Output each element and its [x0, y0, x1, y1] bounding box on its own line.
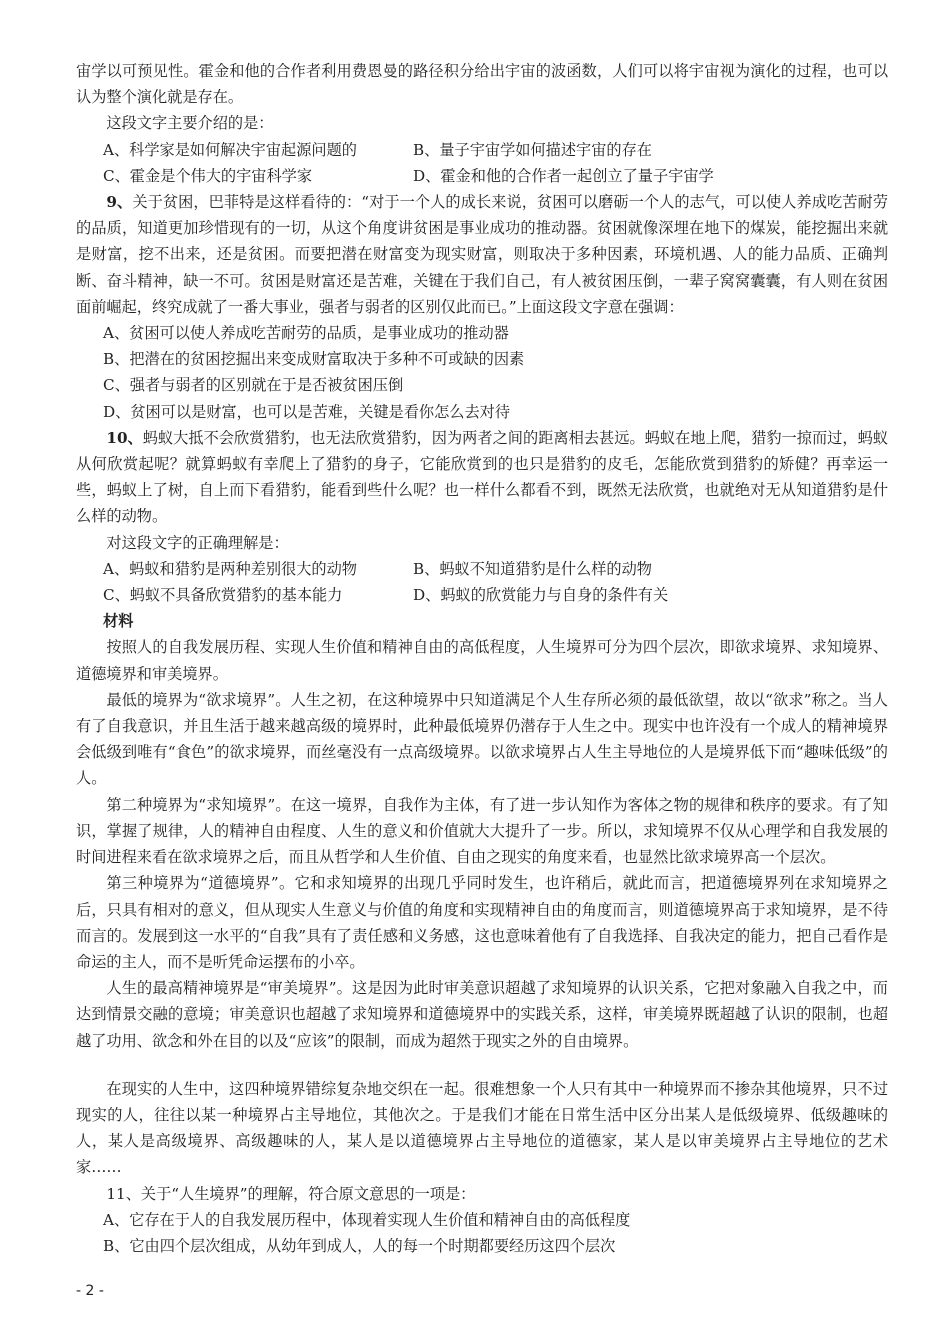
q10-text — [76, 425, 888, 530]
q11-option-b: B、它由四个层次组成，从幼年到成人，人的每一个时期都要经历这四个层次 — [103, 1236, 616, 1255]
q10-stem: 对这段文字的正确理解是： — [106, 533, 289, 552]
q9-option-c: C、强者与弱者的区别就在于是否被贫困压倒 — [103, 376, 404, 395]
option-a: A、科学家是如何解决宇宙起源问题的 — [103, 140, 357, 159]
q10-options-row-1 — [76, 556, 888, 582]
q10-body: 蚂蚁大抵不会欣赏猎豹，也无法欣赏猎豹，因为两者之间的距离相去甚远。蚂蚁在地上爬，猎豹一掠而过，蚂蚁从何欣赏起呢？就算蚂蚁有幸爬上了猎豹的身子，它能欣赏到的也只是猎豹的皮毛，怎能欣赏到猎豹的矫健？再幸运一些，蚂蚁上了树，自上而下看猎豹，能看到些什么呢？也一样什么都看不到，既然无法欣赏，也就绝对无从知道猎豹是什么样的动物。 — [76, 428, 889, 526]
material-paragraph-3: 第二种境界为“求知境界”。在这一境界，自我作为主体，有了进一步认知作为客体之物的规律和秩序的要求。有了知识，掌握了规律，人的精神自由程度、人生的意义和价值就大大提升了一步。所以，求知境界不仅从心理学和自我发展的时间进程来看在欲求境界之后，而且从哲学和人生价值、自由之现实的角度来看，也显然比欲求境界高一个层次。 — [76, 795, 888, 867]
material-heading: 材料 — [103, 612, 134, 631]
q11-option-a: A、它存在于人的自我发展历程中，体现着实现人生价值和精神自由的高低程度 — [103, 1210, 631, 1229]
q9-option-b: B、把潜在的贫困挖掘出来变成财富取决于多种不可或缺的因素 — [103, 350, 525, 369]
q9-option-d: D、贫困可以是财富，也可以是苦难，关键是看你怎么去对待 — [103, 402, 511, 421]
q8-options-row-2 — [76, 163, 888, 189]
option-a: A、蚂蚁和猎豹是两种差别很大的动物 — [103, 559, 357, 578]
option-b: B、量子宇宙学如何描述宇宙的存在 — [413, 140, 652, 159]
option-d: D、霍金和他的合作者一起创立了量子宇宙学 — [413, 166, 714, 185]
paragraph: 宙学以可预见性。霍金和他的合作者利用费恩曼的路径积分给出宇宙的波函数，人们可以将宇宙视为演化的过程，也可以认为整个演化就是存在。 — [76, 62, 888, 107]
material-paragraph-1: 按照人的自我发展历程、实现人生价值和精神自由的高低程度，人生境界可分为四个层次，即欲求境界、求知境界、道德境界和审美境界。 — [76, 638, 888, 683]
option-c: C、霍金是个伟大的宇宙科学家 — [103, 166, 313, 185]
q9-body: 关于贫困，巴菲特是这样看待的：“对于一个人的成长来说，贫困可以磨砺一个人的志气，可以使人养成吃苦耐劳的品质，知道更加珍惜现有的一切，从这个角度讲贫困是事业成功的推动器。贫困就像深埋在地下的煤炭，能挖掘出来就是财富，挖不出来，还是贫困。而要把潜在财富变为现实财富，则取决于多种因素，环境机遇、人的能力品质、正确判断、奋斗精神，缺一不可。贫困是财富还是苦难，关键在于我们自己，有人被贫困压倒，一辈子窝窝囊囊，有人则在贫困面前崛起，终究成就了一番大事业，强者与弱者的区别仅此而已。”上面这段文字意在强调： — [76, 193, 889, 316]
q9-number: 9、 — [106, 193, 133, 212]
page-number: - 2 - — [76, 1283, 104, 1299]
material-paragraph-4: 第三种境界为“道德境界”。它和求知境界的出现几乎同时发生，也许稍后，就此而言，把道德境界列在求知境界之后，只具有相对的意义，但从现实人生意义与价值的角度和实现精神自由的角度而言，则道德境界高于求知境界，是不待而言的。发展到这一水平的“自我”具有了责任感和义务感，这也意味着他有了自我选择、自我决定的能力，把自己看作是命运的主人，而不是听凭命运摆布的小卒。 — [76, 874, 888, 971]
material-paragraph-5: 人生的最高精神境界是“审美境界”。这是因为此时审美意识超越了求知境界的认识关系，它把对象融入自我之中，而达到情景交融的意境；审美意识也超越了求知境界和道德境界中的实践关系，这样，审美境界既超越了认识的限制，也超越了功用、欲念和外在目的以及“应该”的限制，而成为超然于现实之外的自由境界。 — [76, 979, 888, 1050]
q9-text — [76, 189, 888, 320]
option-c: C、蚂蚁不具备欣赏猎豹的基本能力 — [103, 586, 343, 605]
spacer — [76, 1054, 888, 1076]
q8-options-row-1 — [76, 137, 888, 163]
material-paragraph-2: 最低的境界为“欲求境界”。人生之初，在这种境界中只知道满足个人生存所必须的最低欲望，故以“欲求”称之。当人有了自我意识，并且生活于越来越高级的境界时，此种最低境界仍潜存于人生之中。现实中也许没有一个成人的精神境界会低级到唯有“食色”的欲求境界，而丝毫没有一点高级境界。以欲求境界占人生主导地位的人是境界低下而“趣味低级”的人。 — [76, 690, 888, 788]
q9-option-a: A、贫困可以使人养成吃苦耐劳的品质，是事业成功的推动器 — [103, 324, 509, 343]
option-b: B、蚂蚁不知道猎豹是什么样的动物 — [413, 559, 652, 578]
q8-stem: 这段文字主要介绍的是： — [106, 114, 274, 133]
q11-stem: 11、关于“人生境界”的理解，符合原文意思的一项是： — [106, 1184, 476, 1203]
document-content — [76, 58, 888, 1259]
option-d: D、蚂蚁的欣赏能力与自身的条件有关 — [413, 586, 669, 605]
q10-number: 10、 — [106, 428, 143, 447]
q10-options-row-2 — [76, 582, 888, 608]
material-paragraph-6: 在现实的人生中，这四种境界错综复杂地交织在一起。很难想象一个人只有其中一种境界而不掺杂其他境界，只不过现实的人，往往以某一种境界占主导地位，其他次之。于是我们才能在日常生活中区分出某人是低级境界、低级趣味的人，某人是高级境界、高级趣味的人，某人是以道德境界占主导地位的道德家，某人是以审美境界占主导地位的艺术家…… — [76, 1079, 888, 1177]
